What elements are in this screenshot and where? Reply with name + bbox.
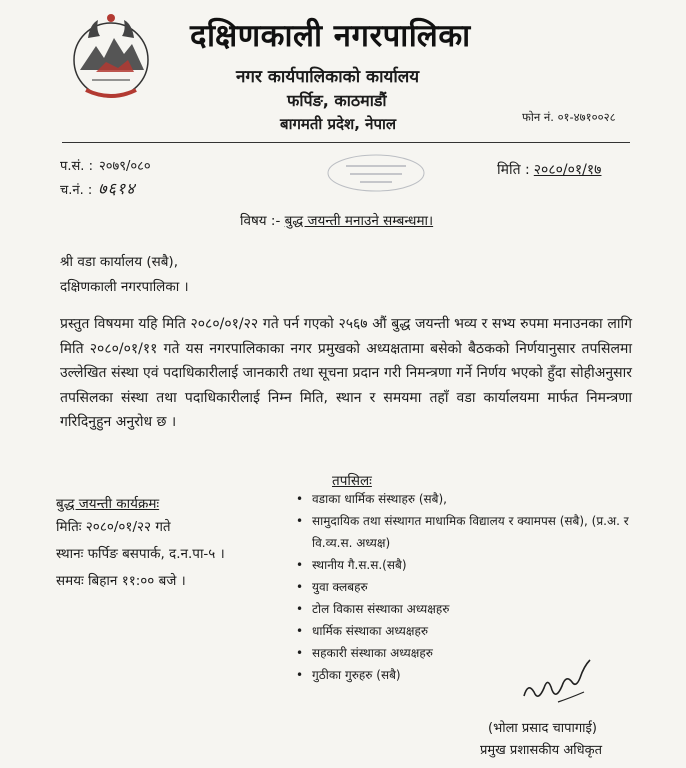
office-name: दक्षिणकाली नगरपालिका [190, 18, 471, 54]
addressee-line-2: दक्षिणकाली नगरपालिका । [60, 279, 189, 295]
reference-block [60, 156, 151, 202]
event-time: समयः बिहान ११:०० बजे । [56, 573, 186, 589]
recipients-heading: तपसिलः [332, 473, 372, 489]
cn-row [60, 178, 151, 202]
list-item: • युवा क्लबहरु [296, 576, 656, 598]
signatory-name: (भोला प्रसाद चापागाई) [488, 721, 597, 736]
phone-number: फोन नं. ०१-४७१००२८ [522, 110, 616, 124]
ps-value: २०७९/०८० [98, 159, 151, 174]
header-divider [62, 142, 630, 143]
subject-text: बुद्ध जयन्ती मनाउने सम्बन्धमा। [284, 213, 434, 229]
list-item: • वडाका धार्मिक संस्थाहरु (सबै), [296, 488, 656, 510]
cn-value: ७६१४ [98, 179, 136, 198]
office-province: बागमती प्रदेश, नेपाल [280, 115, 397, 133]
signature-mark [518, 652, 598, 708]
subject-line [240, 211, 433, 229]
body-paragraph: प्रस्तुत विषयमा यहि मिति २०८०/०१/२२ गते पर्न गएको २५६७ औं बुद्ध जयन्ती भव्य र सभ्य रुपमा मनाउनका लागि मिति २०८०/०१/११ गते यस नगरपालिकाका नगर प्रमुखको अध्यक्षतामा बसेको बैठकको निर्णयानुसार तपसिलमा उल्लेखित संस्था एवं पदाधिकारीलाई जानकारी तथा सूचना प्रदान गरी निमन्त्रणा गर्ने निर्णय भएको हुँदा सोहीअनुसार तपसिलका संस्था तथा पदाधिकारीलाई निम्न मिति, स्थान र समयमा तहाँ वडा कार्यालयमा मार्फत निमन्त्रणा गरिदिनुहुन अनुरोध छ । [60, 316, 632, 430]
cn-label: च.नं. : [60, 183, 93, 198]
event-details [56, 514, 225, 595]
event-date: मितिः २०८०/०१/२२ गते [56, 519, 171, 535]
nepal-emblem-icon [66, 10, 156, 102]
recipients-list [296, 488, 656, 686]
list-item: • स्थानीय गै.स.स.(सबै) [296, 554, 656, 576]
office-subtitle: नगर कार्यपालिकाको कार्यालय [236, 67, 420, 87]
office-stamp [316, 150, 436, 196]
office-location: फर्पिङ, काठमाडौं [287, 91, 387, 110]
list-item: • सामुदायिक तथा संस्थागत माधामिक विद्यालय र क्यामपस (सबै), (प्र.अ. र वि.व्य.स. अध्यक्ष) [296, 510, 656, 554]
subject-label: विषय :- [240, 213, 281, 229]
list-item: • सहकारी संस्थाका अध्यक्षहरु [296, 642, 656, 664]
list-item: • टोल विकास संस्थाका अध्यक्षहरु [296, 598, 656, 620]
date-label: मिति : [497, 162, 530, 178]
signatory-title: प्रमुख प्रशासकीय अधिकृत [480, 743, 603, 758]
list-item: • धार्मिक संस्थाका अध्यक्षहरु [296, 620, 656, 642]
event-heading: बुद्ध जयन्ती कार्यक्रमः [56, 496, 160, 512]
letter-date [497, 160, 601, 179]
event-venue: स्थानः फर्पिङ बसपार्क, द.न.पा-५ । [56, 546, 225, 562]
ps-label: प.सं. : [60, 159, 93, 174]
list-item: • गुठीका गुरुहरु (सबै) [296, 664, 656, 686]
ps-row [60, 156, 151, 178]
addressee-block [60, 250, 189, 300]
addressee-line-1: श्री वडा कार्यालय (सबै), [60, 254, 178, 270]
date-value: २०८०/०१/१७ [533, 162, 602, 178]
